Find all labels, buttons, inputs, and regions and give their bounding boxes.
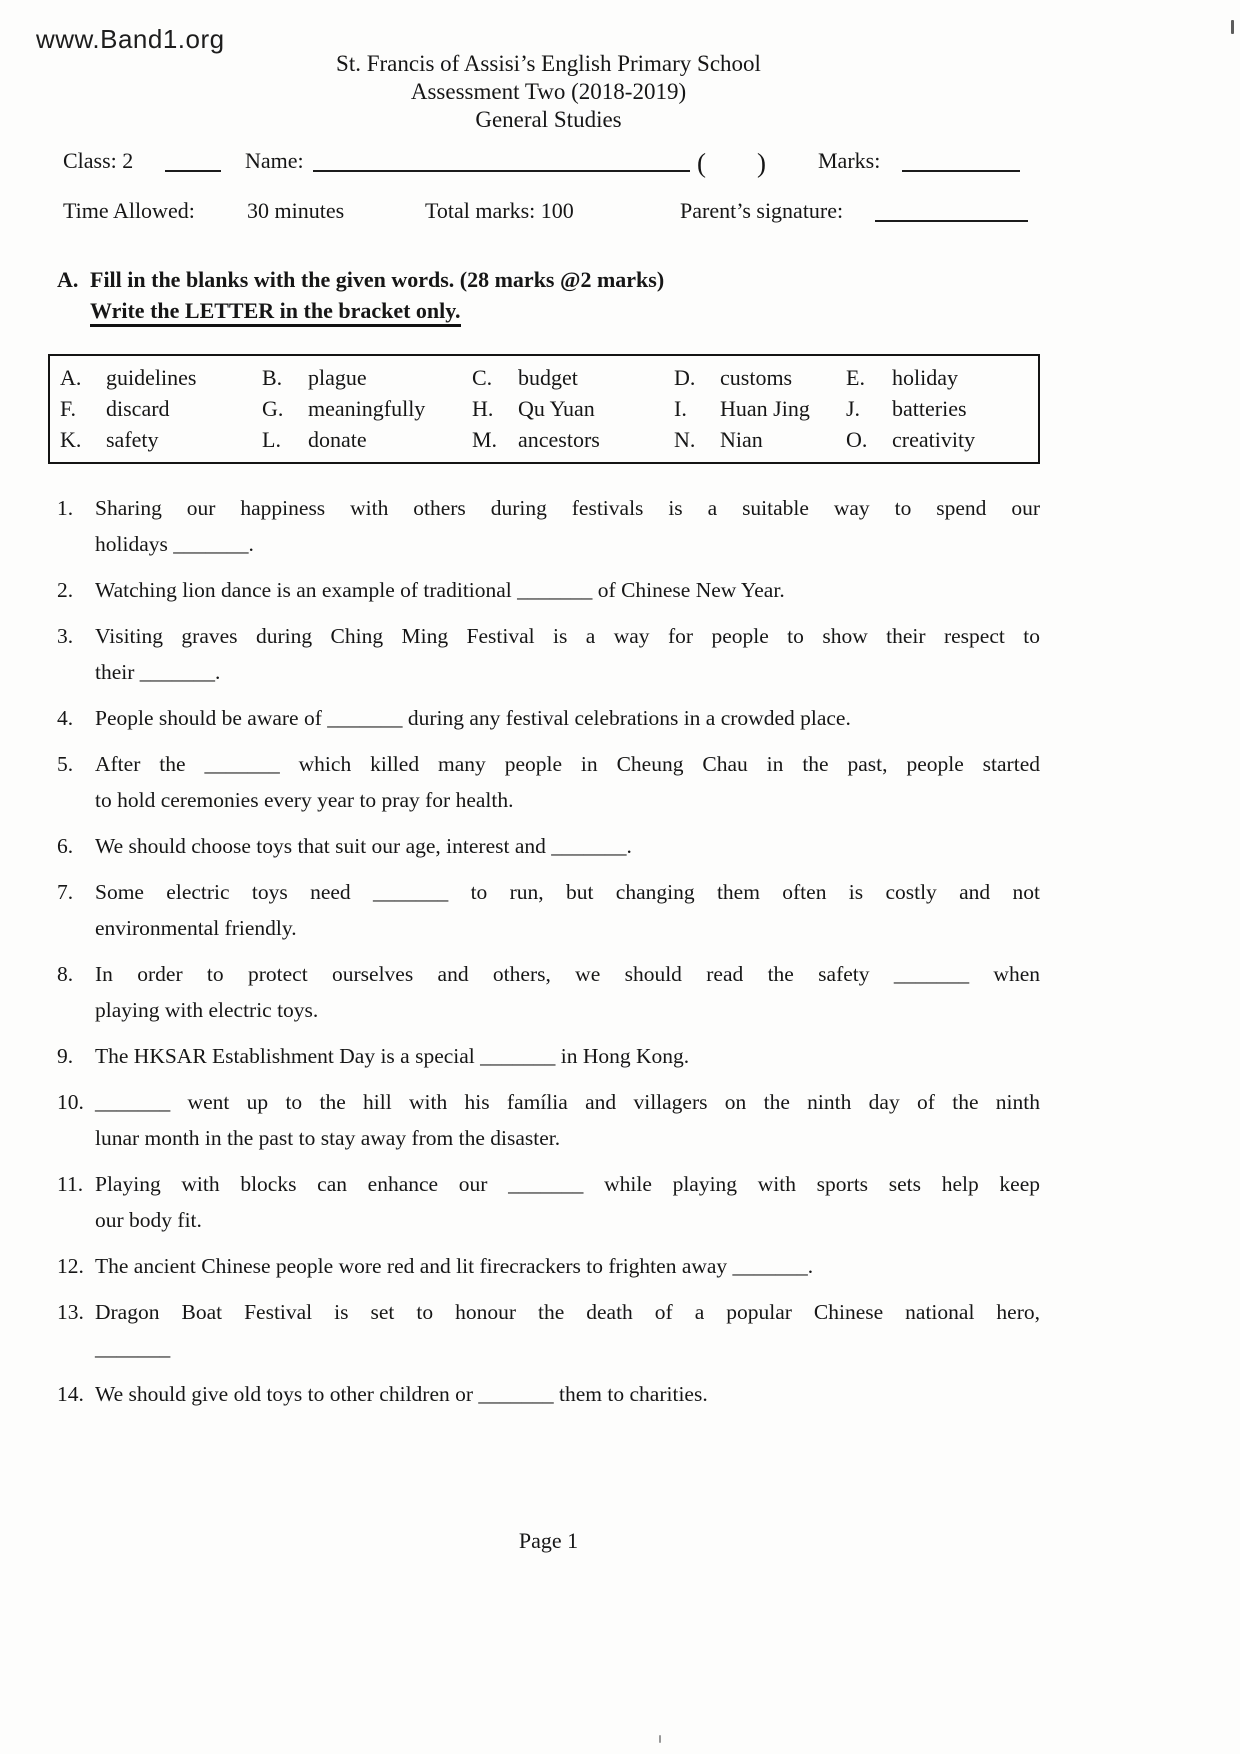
- question-item: [57, 956, 1040, 1028]
- time-allowed-label: Time Allowed:: [63, 198, 195, 223]
- wordbank-letter: A.: [60, 365, 82, 390]
- wordbank-cell: [846, 362, 1038, 393]
- question-text: [95, 828, 1040, 864]
- wordbank-word: budget: [518, 365, 578, 390]
- wordbank-letter: G.: [262, 396, 284, 421]
- question-number: 8.: [57, 962, 74, 986]
- wordbank-letter: B.: [262, 365, 283, 390]
- wordbank-letter: I.: [674, 396, 687, 421]
- document-content: [57, 50, 1040, 1554]
- question-line: Dragon Boat Festival is set to honour the death of a popular Chinese national hero,: [95, 1300, 1040, 1324]
- time-allowed-value: 30 minutes: [247, 198, 345, 223]
- section-a-title: Fill in the blanks with the given words. (28 marks @2 marks): [90, 267, 665, 292]
- wordbank-cell: [60, 393, 262, 424]
- wordbank-letter: D.: [674, 365, 696, 390]
- question-line: Playing with blocks can enhance our _______ while playing with sports sets help keep: [95, 1172, 1040, 1196]
- wordbank-word: customs: [720, 365, 793, 390]
- question-line: lunar month in the past to stay away from the disaster.: [95, 1126, 561, 1150]
- wordbank-word: plague: [308, 365, 367, 390]
- signature-blank: [875, 198, 1028, 222]
- question-item: [57, 1084, 1040, 1156]
- wordbank-word: meaningfully: [308, 396, 426, 421]
- class-label: Class: 2: [63, 148, 134, 173]
- section-a-instruction: Write the LETTER in the bracket only.: [90, 298, 461, 327]
- question-item: [57, 572, 1040, 608]
- question-item: [57, 1166, 1040, 1238]
- question-number: 12.: [57, 1254, 84, 1278]
- wordbank-word: holiday: [892, 365, 958, 390]
- wordbank-word: discard: [106, 396, 170, 421]
- wordbank-cell: [262, 362, 472, 393]
- question-text: [95, 956, 1040, 1028]
- wordbank-letter: N.: [674, 427, 696, 452]
- marks-label: Marks:: [818, 148, 881, 173]
- wordbank-letter: F.: [60, 396, 76, 421]
- question-item: [57, 1294, 1040, 1366]
- question-line: After the _______ which killed many people in Cheung Chau in the past, people started: [95, 752, 1040, 776]
- wordbank-word: safety: [106, 427, 159, 452]
- wordbank-word: Nian: [720, 427, 763, 452]
- wordbank-cell: [674, 393, 846, 424]
- name-blank: [313, 148, 690, 172]
- question-text: [95, 1376, 1040, 1412]
- watermark: www.Band1.org: [36, 24, 225, 54]
- wordbank-letter: H.: [472, 396, 494, 421]
- wordbank-cell: [472, 362, 674, 393]
- section-a-number: A.: [57, 267, 79, 292]
- question-line: _______ went up to the hill with his família and villagers on the ninth day of the ninth: [95, 1090, 1040, 1114]
- question-text: [95, 490, 1040, 562]
- question-line: In order to protect ourselves and others, we should read the safety _______ when: [95, 962, 1040, 986]
- question-item: [57, 874, 1040, 946]
- question-number: 13.: [57, 1300, 84, 1324]
- question-item: [57, 1248, 1040, 1284]
- bracket-open: (: [697, 148, 706, 178]
- wordbank-cell: [262, 424, 472, 455]
- wordbank-letter: L.: [262, 427, 281, 452]
- wordbank-cell: [674, 362, 846, 393]
- question-text: [95, 618, 1040, 690]
- question-number: 5.: [57, 752, 74, 776]
- question-line: their _______.: [95, 660, 221, 684]
- bracket-close: ): [757, 148, 766, 178]
- header-subject: General Studies: [475, 107, 622, 132]
- header-assessment-title: Assessment Two (2018-2019): [410, 79, 687, 104]
- question-line: Some electric toys need _______ to run, but changing them often is costly and not: [95, 880, 1040, 904]
- question-line: Visiting graves during Ching Ming Festival is a way for people to show their respect to: [95, 624, 1040, 648]
- class-blank: [165, 148, 221, 172]
- question-number: 1.: [57, 496, 74, 520]
- question-number: 3.: [57, 624, 74, 648]
- wordbank-cell: [472, 424, 674, 455]
- question-line: People should be aware of _______ during any festival celebrations in a crowded place.: [95, 706, 851, 730]
- wordbank-cell: [60, 362, 262, 393]
- question-line: The ancient Chinese people wore red and lit firecrackers to frighten away _______.: [95, 1254, 814, 1278]
- question-item: [57, 1038, 1040, 1074]
- question-number: 10.: [57, 1090, 84, 1114]
- question-number: 7.: [57, 880, 74, 904]
- question-item: [57, 618, 1040, 690]
- question-text: [95, 1084, 1040, 1156]
- page-footer: Page 1: [518, 1528, 579, 1553]
- wordbank-word: Huan Jing: [720, 396, 810, 421]
- question-item: [57, 828, 1040, 864]
- scan-artifact: [1231, 20, 1234, 34]
- question-text: [95, 1038, 1040, 1074]
- question-item: [57, 700, 1040, 736]
- question-number: 14.: [57, 1382, 84, 1406]
- question-item: [57, 490, 1040, 562]
- question-line: Watching lion dance is an example of traditional _______ of Chinese New Year.: [95, 578, 785, 602]
- wordbank-word: donate: [308, 427, 367, 452]
- question-text: [95, 700, 1040, 736]
- wordbank-cell: [262, 393, 472, 424]
- wordbank-letter: J.: [846, 396, 861, 421]
- question-text: [95, 1166, 1040, 1238]
- header-school-name: St. Francis of Assisi’s English Primary School: [336, 51, 761, 76]
- signature-label: Parent’s signature:: [680, 198, 844, 223]
- scan-artifact: [659, 1735, 661, 1743]
- question-number: 9.: [57, 1044, 74, 1068]
- wordbank-letter: M.: [472, 427, 498, 452]
- question-list: [57, 490, 1040, 1412]
- wordbank-cell: [472, 393, 674, 424]
- wordbank-cell: [674, 424, 846, 455]
- question-item: [57, 746, 1040, 818]
- question-number: 4.: [57, 706, 74, 730]
- wordbank-letter: K.: [60, 427, 82, 452]
- name-label: Name:: [245, 148, 304, 173]
- question-line: We should choose toys that suit our age, interest and _______.: [95, 834, 632, 858]
- total-marks-label: Total marks: 100: [425, 198, 574, 223]
- question-line: We should give old toys to other children or _______ them to charities.: [95, 1382, 708, 1406]
- wordbank-table: [48, 354, 1040, 464]
- wordbank-word: batteries: [892, 396, 967, 421]
- question-line: Sharing our happiness with others during festivals is a suitable way to spend our: [95, 496, 1040, 520]
- wordbank-word: Qu Yuan: [518, 396, 595, 421]
- question-text: [95, 572, 1040, 608]
- question-line: to hold ceremonies every year to pray for health.: [95, 788, 514, 812]
- question-number: 2.: [57, 578, 74, 602]
- question-text: [95, 874, 1040, 946]
- question-line: The HKSAR Establishment Day is a special _______ in Hong Kong.: [95, 1044, 690, 1068]
- wordbank-cell: [846, 424, 1038, 455]
- question-text: [95, 1248, 1040, 1284]
- wordbank-letter: O.: [846, 427, 868, 452]
- question-number: 6.: [57, 834, 74, 858]
- question-line: environmental friendly.: [95, 916, 297, 940]
- question-item: [57, 1376, 1040, 1412]
- question-text: [95, 1294, 1040, 1366]
- wordbank-word: ancestors: [518, 427, 600, 452]
- wordbank-word: guidelines: [106, 365, 197, 390]
- question-line: _______: [95, 1336, 171, 1360]
- wordbank-letter: E.: [846, 365, 865, 390]
- question-number: 11.: [57, 1172, 84, 1196]
- section-a-heading: [57, 264, 1040, 326]
- wordbank-cell: [60, 424, 262, 455]
- wordbank-letter: C.: [472, 365, 493, 390]
- question-line: playing with electric toys.: [95, 998, 319, 1022]
- marks-blank: [902, 148, 1020, 172]
- wordbank-word: creativity: [892, 427, 976, 452]
- wordbank-cell: [846, 393, 1038, 424]
- question-line: our body fit.: [95, 1208, 202, 1232]
- question-line: holidays _______.: [95, 532, 254, 556]
- student-info-row: [57, 148, 1040, 182]
- question-text: [95, 746, 1040, 818]
- exam-meta-row: [57, 198, 1040, 232]
